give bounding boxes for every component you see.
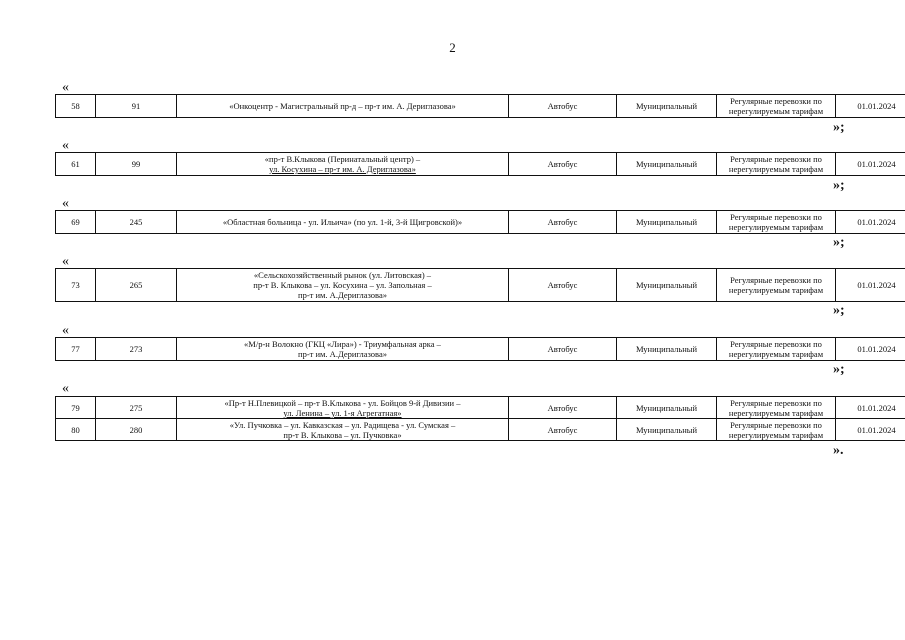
cell-date: 01.01.2024 bbox=[836, 419, 905, 441]
cell-route-name bbox=[177, 95, 509, 118]
cell-transport-mode bbox=[717, 338, 836, 361]
cell-ownership: Муниципальный bbox=[617, 419, 717, 441]
cell-transport-mode bbox=[717, 211, 836, 234]
route-name-line: ул. Ленина – ул. 1-я Агрегатная» bbox=[283, 407, 402, 418]
mode-line: Регулярные перевозки по bbox=[730, 212, 822, 222]
cell-date: 01.01.2024 bbox=[836, 397, 905, 419]
cell-vehicle-type: Автобус bbox=[509, 419, 617, 441]
route-name-line: «М/р-н Волокно (ГКЦ «Лира») - Триумфальная арка – bbox=[244, 339, 441, 349]
cell-ownership: Муниципальный bbox=[617, 397, 717, 419]
cell-date: 01.01.2024 bbox=[836, 153, 905, 176]
cell-num: 80 bbox=[56, 419, 96, 441]
cell-ownership: Муниципальный bbox=[617, 269, 717, 302]
route-table bbox=[55, 94, 905, 118]
mode-line: нерегулируемым тарифам bbox=[728, 106, 824, 116]
cell-num: 77 bbox=[56, 338, 96, 361]
open-quote: « bbox=[62, 381, 69, 396]
cell-route: 275 bbox=[96, 397, 177, 419]
mode-line: Регулярные перевозки по bbox=[730, 154, 822, 164]
open-quote: « bbox=[62, 254, 69, 269]
close-quote: ». bbox=[833, 443, 844, 458]
cell-transport-mode bbox=[717, 397, 836, 419]
open-quote: « bbox=[62, 80, 69, 95]
route-name-line: «Ул. Пучковка – ул. Кавказская – ул. Радищева - ул. Сумская – bbox=[229, 419, 456, 430]
cell-vehicle-type: Автобус bbox=[509, 338, 617, 361]
route-table bbox=[55, 210, 905, 234]
mode-line: нерегулируемым тарифам bbox=[728, 285, 824, 295]
mode-line: нерегулируемым тарифам bbox=[728, 164, 824, 174]
cell-route: 280 bbox=[96, 419, 177, 441]
route-name-line: «пр-т В.Клыкова (Перинатальный центр) – bbox=[264, 154, 421, 164]
mode-line: нерегулируемым тарифам bbox=[728, 222, 824, 232]
cell-num: 79 bbox=[56, 397, 96, 419]
route-name-line: «Областная больница - ул. Ильича» (по ул. 1-й, 3-й Щигровской)» bbox=[222, 217, 463, 227]
route-name-line: пр-т В. Клыкова – ул. Косухина – ул. Запольная – bbox=[253, 280, 432, 290]
cell-vehicle-type: Автобус bbox=[509, 153, 617, 176]
page-number: 2 bbox=[449, 40, 456, 55]
open-quote: « bbox=[62, 138, 69, 153]
table-row bbox=[56, 419, 905, 441]
close-quote: »; bbox=[833, 120, 845, 135]
cell-ownership: Муниципальный bbox=[617, 211, 717, 234]
cell-num: 61 bbox=[56, 153, 96, 176]
cell-route-name bbox=[177, 419, 509, 441]
cell-ownership: Муниципальный bbox=[617, 95, 717, 118]
cell-transport-mode bbox=[717, 269, 836, 302]
cell-num: 58 bbox=[56, 95, 96, 118]
route-name-line: пр-т В. Клыкова – ул. Пучковка» bbox=[283, 429, 402, 440]
cell-transport-mode bbox=[717, 419, 836, 441]
cell-vehicle-type: Автобус bbox=[509, 95, 617, 118]
cell-route: 99 bbox=[96, 153, 177, 176]
cell-route: 265 bbox=[96, 269, 177, 302]
cell-ownership: Муниципальный bbox=[617, 338, 717, 361]
cell-date: 01.01.2024 bbox=[836, 269, 905, 302]
route-name-line: пр-т им. А.Дериглазова» bbox=[298, 290, 387, 300]
mode-line: Регулярные перевозки по bbox=[730, 275, 822, 285]
route-table bbox=[55, 152, 905, 176]
close-quote: »; bbox=[833, 178, 845, 193]
cell-vehicle-type: Автобус bbox=[509, 269, 617, 302]
cell-route-name bbox=[177, 153, 509, 176]
route-name-line: ул. Косухина – пр-т им. А. Дериглазова» bbox=[269, 164, 416, 174]
route-name-line: пр-т им. А.Дериглазова» bbox=[298, 349, 387, 359]
cell-vehicle-type: Автобус bbox=[509, 211, 617, 234]
cell-transport-mode bbox=[717, 95, 836, 118]
cell-route: 91 bbox=[96, 95, 177, 118]
route-table bbox=[55, 337, 905, 361]
route-name-line: «Сельскохозяйственный рынок (ул. Литовская) – bbox=[253, 270, 432, 280]
cell-route: 273 bbox=[96, 338, 177, 361]
mode-line: нерегулируемым тарифам bbox=[728, 407, 824, 418]
cell-num: 73 bbox=[56, 269, 96, 302]
table-row bbox=[56, 153, 905, 176]
cell-vehicle-type: Автобус bbox=[509, 397, 617, 419]
cell-transport-mode bbox=[717, 153, 836, 176]
close-quote: »; bbox=[833, 362, 845, 377]
cell-num: 69 bbox=[56, 211, 96, 234]
table-row bbox=[56, 95, 905, 118]
cell-route-name bbox=[177, 397, 509, 419]
mode-line: нерегулируемым тарифам bbox=[728, 429, 824, 440]
route-name-line: «Онкоцентр - Магистральный пр-д – пр-т им. А. Дериглазова» bbox=[229, 101, 456, 111]
cell-date: 01.01.2024 bbox=[836, 95, 905, 118]
cell-date: 01.01.2024 bbox=[836, 338, 905, 361]
cell-route-name bbox=[177, 338, 509, 361]
close-quote: »; bbox=[833, 303, 845, 318]
mode-line: Регулярные перевозки по bbox=[730, 397, 822, 408]
cell-ownership: Муниципальный bbox=[617, 153, 717, 176]
cell-date: 01.01.2024 bbox=[836, 211, 905, 234]
mode-line: Регулярные перевозки по bbox=[730, 339, 822, 349]
open-quote: « bbox=[62, 196, 69, 211]
mode-line: нерегулируемым тарифам bbox=[728, 349, 824, 359]
cell-route-name bbox=[177, 269, 509, 302]
route-name-line: «Пр-т Н.Плевицкой – пр-т В.Клыкова - ул. Бойцов 9-й Дивизии – bbox=[224, 397, 461, 408]
close-quote: »; bbox=[833, 235, 845, 250]
mode-line: Регулярные перевозки по bbox=[730, 419, 822, 430]
table-row bbox=[56, 397, 905, 419]
mode-line: Регулярные перевозки по bbox=[730, 96, 822, 106]
table-row bbox=[56, 269, 905, 302]
cell-route-name bbox=[177, 211, 509, 234]
cell-route: 245 bbox=[96, 211, 177, 234]
route-table bbox=[55, 268, 905, 302]
route-table bbox=[55, 396, 905, 441]
open-quote: « bbox=[62, 323, 69, 338]
table-row bbox=[56, 338, 905, 361]
table-row bbox=[56, 211, 905, 234]
